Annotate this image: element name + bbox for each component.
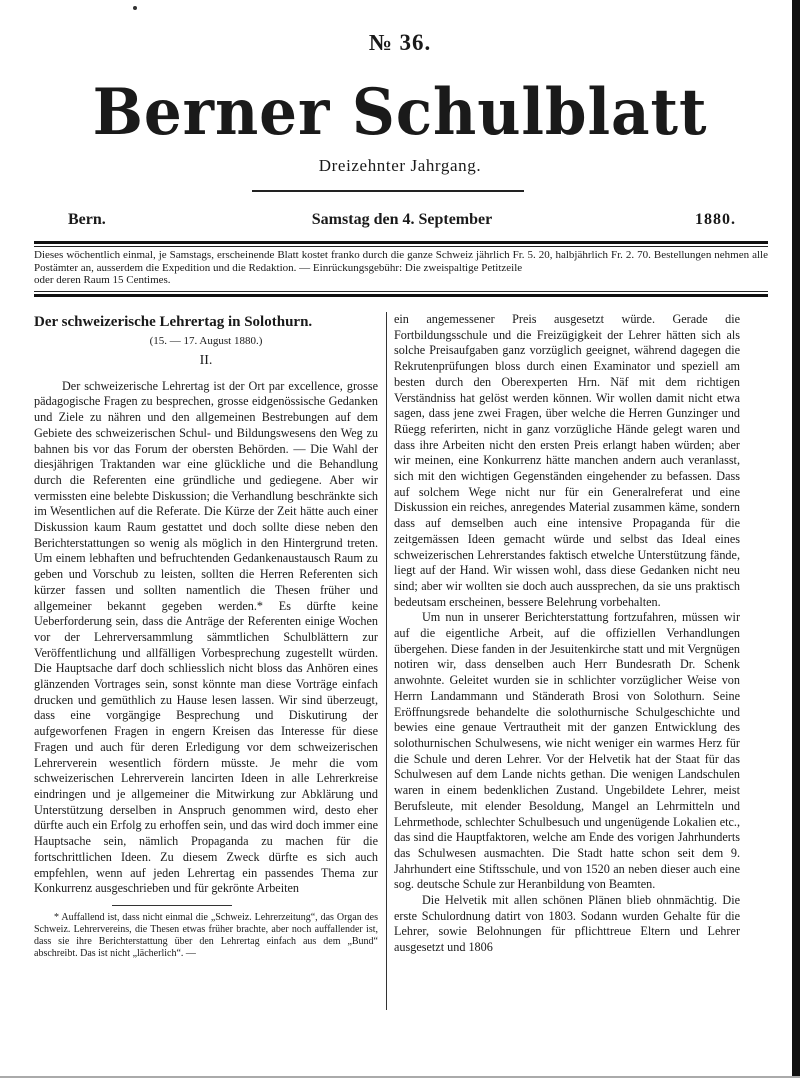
issue-number: № 36.	[368, 30, 432, 55]
article-paragraph: Um nun in unserer Berichterstattung fortzufahren, müssen wir auf die eigentliche Arbeit, auf die offiziellen Verhandlungen übergehen. Diese fanden in der Jesuitenkirche statt und mit Vergnügen notiren wir, dass denselben auch Herr Bundesrath Dr. Schenk anwohnte. Geleitet wurden sie in schlichter vorzüglicher Weise von Herrn Landammann und Ständerath Brosi von Solothurn. Seine Eröffnungsrede behandelte die solothurnische Schulgeschichte und bewies eine genaue Vertrautheit mit der ganzen Entwicklung des solothurnischen Schulwesens, wie nicht weniger ein warmes Herz für die Schule und deren Lehrer. Vor der Helvetik hat der Staat für das Schulwesen auf dem Lande nichts gethan. Die wenigen Landschulen waren in einem bedenklichen Zustand. Ungebildete Lehrer, meist Berufsleute, mit elender Besoldung, Mangel an Lehrmitteln und Lehrmethode, schlechter Schulbesuch und ungenügende Lokalien etc., das sind die Hauptfaktoren, welche am Ende des vorigen Jahrhunderts das Schulwesen ausmachten. Die Stadt hatte schon seit dem 9. Jahrhundert eine Stiftsschule, und von 1520 an neben dieser auch eine sog. deutsche Schule zur Heranbildung von Beamten.	[394, 610, 740, 892]
notice-top-rule	[34, 241, 768, 244]
notice-top-rule-thin	[34, 246, 768, 247]
dateline-place: Bern.	[68, 211, 106, 228]
column-divider	[386, 312, 387, 1010]
footnote-divider	[112, 905, 232, 906]
column-right	[394, 312, 740, 956]
section-number: II.	[199, 353, 213, 368]
footnote: * Auffallend ist, dass nicht einmal die „Schweiz. Lehrerzeitung“, das Organ des Schweiz. Lehrervereins, die Thesen etwas früher brachte, aber noch auffallender ist, dass sie ihre Berichterstattung über den Lehrertag einfach aus dem „Bund“ abschreibt. Das ist nicht „lächerlich“. —	[34, 911, 378, 959]
notice-bottom-rule	[34, 294, 768, 297]
notice-bottom-rule-thin	[34, 291, 768, 292]
dateline-year: 1880.	[695, 211, 736, 228]
column-left	[34, 312, 378, 960]
notice-text: Dieses wöchentlich einmal, je Samstags, erscheinende Blatt kostet franko durch die ganze Schweiz jährlich Fr. 5. 20, halbjährlich Fr. 2. 70. Bestellungen nehmen alle Postämter an, ausserdem die Expedition und die Redaktion. — Einrückungsgebühr: Die zweispaltige Petitzeile	[34, 249, 768, 274]
article-paragraph: Der schweizerische Lehrertag ist der Ort par excellence, grosse pädagogische Fragen zu besprechen, grosse eidgenössische Gedanken und Ziele zu nähren und den allgemeinen Bestrebungen auf dem Gebiete des schweizerischen Schul- und Bildungswesens den Weg zu bahnen bis vor das Forum der obersten Behörden. — Die Wahl der diesjährigen Traktanden war eine glückliche und die Behandlung durch die Referenten eine gründliche und gediegene. Aber wir vermissten eine belebte Diskussion; die Verhandlung beschränkte sich im Wesentlichen auf die Referate. Die Kürze der Zeit hätte auch einer Diskussion kaum Raum gestattet und doch sollte diese neben den Berichterstattungen so wenig als möglich in den Hintergrund treten. Um einem lebhaften und befruchtenden Gedankenaustausch Raum zu geben und Vorschub zu leisten, sollten die Herren Referenten sich kürzer fassen und sollten namentlich die Thesen früher und allgemeiner bekannt gegeben werden.* Es dürfte keine Ueberforderung sein, dass die Anträge der Referenten einige Wochen vor der Lehrerversammlung sämmtlichen Schulblättern zur Veröffentlichung und allfälligen Vorbesprechung zugestellt würden. Die Hauptsache darf doch schliesslich nicht bloss das Anhören eines glänzenden Vortrages sein, sonst könnte man diese Vorträge einfach drucken und gemüthlich zu Hause lesen lassen. Wir sind überzeugt, dass eine vorgängige Besprechung und Diskutirung der aufgeworfenen Fragen in engern Kreisen das Interesse für diese Fragen und auch für deren Erledigung vor dem schweizerischen Lehrerverein wesentlich fördern müsste. Je mehr die vom schweizerischen Lehrerverein lancirten Ideen in alle Lehrerkreise eindringen und je allgemeiner die Mitwirkung zur Abklärung und Unterstützung derselben in Anspruch genommen wird, desto eher dürfte auch ein Erfolg zu erhoffen sein, und das wird doch immer eine Hauptsache sein, nämlich Propaganda zu machen für die fortschrittlichen Ideen. Zu diesem Zweck dürfte es sich auch empfehlen, wenn auf jeden Lehrertag ein passendes Thema zur Konkurrenz ausgeschrieben und für gekrönte Arbeiten	[34, 378, 378, 896]
masthead-divider	[252, 190, 524, 192]
subscription-notice	[34, 249, 768, 287]
article-paragraph: ein angemessener Preis ausgesetzt würde. Gerade die Fortbildungsschule und die Freizügigkeit der Lehrer hätten sich als solche Preisaufgaben ganz vorzüglich geeignet, während dagegen die Rekrutenprüfungen bloss durch einen Examinator und speziell am besten durch den Oberexperten Hrn. Näf mit dem richtigen Verständniss hat gelöst werden können. Wir wollen damit nicht etwa sagen, dass jene zwei Fragen, über welche die Herren Gunzinger und Rüegg referirten, nicht in ganz vorzügliche Hände gelegt waren und dass ihre Arbeiten nicht den ersten Preis erlangt haben würden; aber wir meinen, eine Konkurrenz hätte manchen andern auch veranlasst, sich mit den wichtigen Gegenständen eingehender zu befassen. Dass auf solchem Wege nicht nur für ein Generalreferat und eine Diskussion ein reiches, anregendes Material zusammen käme, sondern dass auf demselben auch eine intensive Propaganda für die zeitgemässen Ideen gemacht würde und selbst das Ideal eines schweizerischen Lehrerstandes faktisch etwelche Unterstützung fände, liegt auf der Hand. Wir wissen wohl, dass diese Gedanken nicht neu sind; aber wir wollten sie doch auch aussprechen, da sie uns praktisch bedeutsam erscheinen, bessere Belehrung vorbehalten.	[394, 312, 740, 609]
article-title: Der schweizerische Lehrertag in Solothurn.	[34, 314, 313, 330]
volume-subtitle: Dreizehnter Jahrgang.	[318, 156, 482, 175]
print-speck	[133, 6, 137, 10]
article-paragraph: Die Helvetik mit allen schönen Plänen blieb ohnmächtig. Die erste Schulordnung datirt von 1803. Sodann wurden Gehalte für die Lehrer, sowie Belohnungen für pflichttreue Eltern und Lehrer ausgesetzt und 1806	[394, 893, 740, 955]
masthead-title: Berner Schulblatt	[92, 75, 708, 150]
scan-edge-bar	[792, 0, 800, 1078]
article-date: (15. — 17. August 1880.)	[149, 335, 263, 347]
notice-last-line: oder deren Raum 15 Centimes.	[34, 274, 171, 286]
dateline-date: Samstag den 4. September	[311, 211, 493, 228]
